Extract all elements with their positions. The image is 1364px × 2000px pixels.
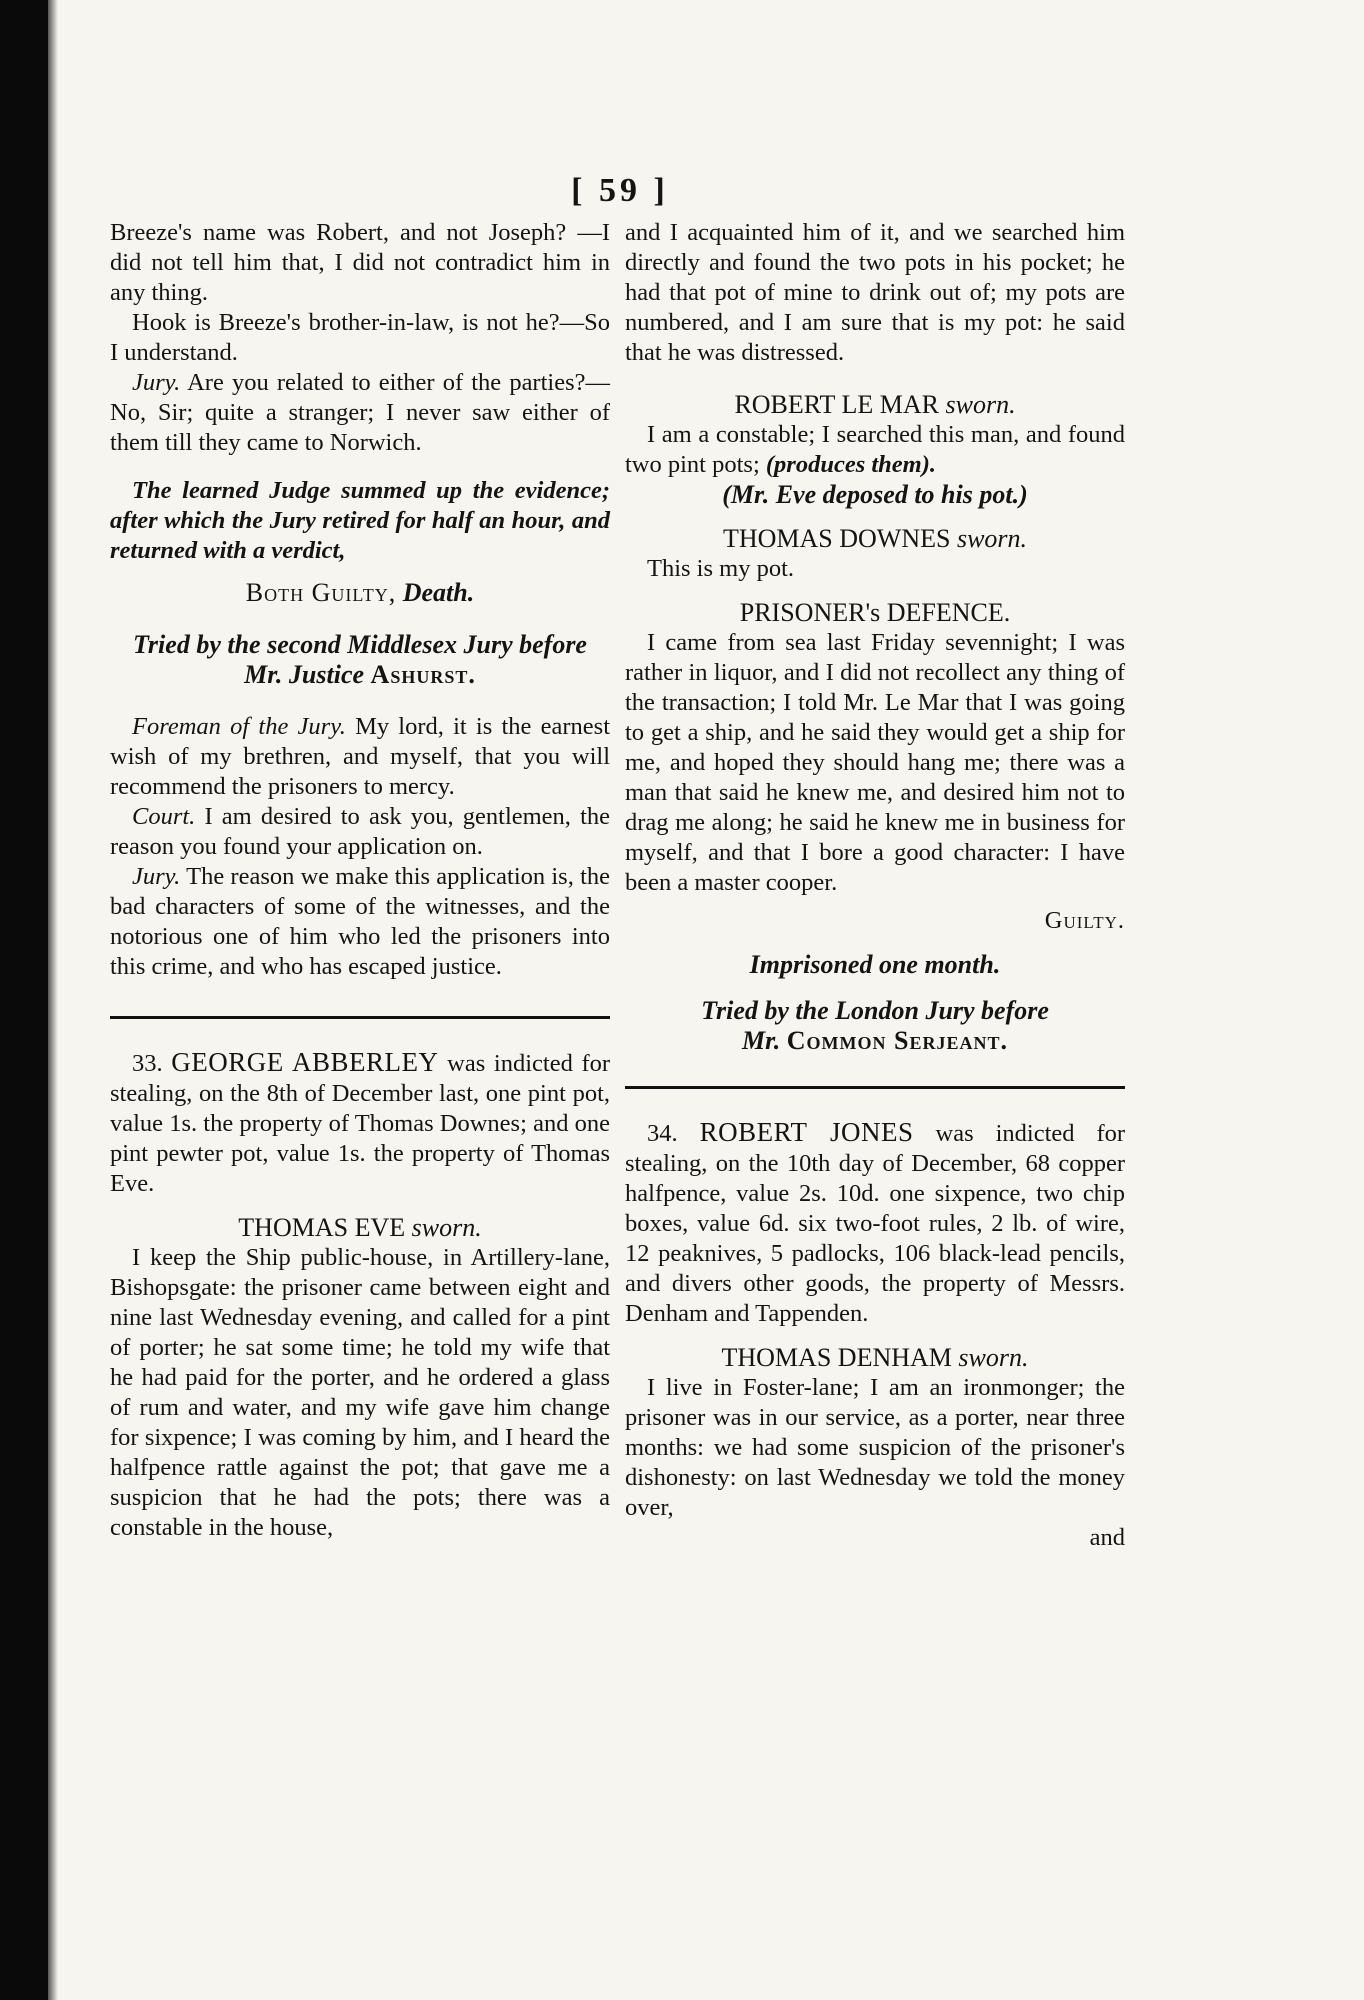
left-column — [110, 218, 610, 1543]
sworn-label: sworn. — [956, 524, 1028, 553]
witness-heading — [625, 1343, 1125, 1373]
paragraph — [110, 712, 610, 802]
paragraph-text: Are you related to either of the parties?—No, Sir; quite a stranger; I never saw either of them till they came to Norwich. — [110, 369, 610, 456]
tried-line-2-prefix: Mr. — [741, 1026, 781, 1055]
sworn-label: sworn. — [958, 1343, 1029, 1372]
defence-heading: PRISONER's DEFENCE. — [739, 598, 1011, 627]
case-text: was indicted for stealing, on the 8th of December last, one pint pot, value 1s. the property of Thomas Downes; and one pint pewter pot, value 1s. the property of Thomas Eve. — [110, 1050, 611, 1197]
case-entry — [110, 1047, 610, 1199]
tried-line-1: Tried by the second Middlesex Jury before — [133, 630, 587, 659]
paragraph — [110, 862, 610, 982]
testimony: This is my pot. — [647, 555, 795, 582]
page-number: [ 59 ] — [571, 172, 669, 209]
tried-before — [625, 996, 1125, 1056]
judge-name: Common Serjeant. — [786, 1026, 1009, 1055]
testimony: I live in Foster-lane; I am an ironmonger; the prisoner was in our service, as a porter, near three months: we had some suspicion of the prisoner's dishonesty: on last Wednesday we told the money over, — [625, 1374, 1125, 1521]
deposition-note: (Mr. Eve deposed to his pot.) — [722, 480, 1028, 509]
scan-edge-shadow — [48, 0, 58, 2000]
paragraph — [110, 802, 610, 862]
testimony-text: I am a constable; I searched this man, and found two pint pots; — [625, 421, 1125, 478]
paragraph-text: My lord, it is the earnest wish of my brethren, and myself, that you will recommend the prisoners to mercy. — [110, 713, 611, 800]
verdict — [110, 578, 610, 608]
verdict: Guilty. — [1044, 907, 1125, 934]
sworn-label: sworn. — [945, 390, 1016, 419]
witness-heading — [625, 390, 1125, 420]
witness-heading — [625, 524, 1125, 554]
case-text: was indicted for stealing, on the 10th day of December, 68 copper halfpence, value 2s. 10d. one sixpence, two chip boxes, value 6d. six two-foot rules, 2 lb. of wire, 12 peaknives, 5 padlocks, 106 black-lead pencils, and divers other goods, the property of Messrs. Denham and Tappenden. — [625, 1120, 1126, 1327]
right-column — [625, 218, 1125, 1553]
verdict-death: Death. — [402, 578, 475, 607]
paragraph: Breeze's name was Robert, and not Joseph? —I did not tell him that, I did not contradict him in any thing. — [110, 219, 610, 306]
witness-name: ROBERT LE MAR — [734, 390, 939, 419]
witness-name: THOMAS EVE — [238, 1213, 406, 1242]
case-entry — [625, 1117, 1125, 1329]
speaker: Court. — [132, 803, 196, 830]
paragraph-text: The reason we make this application is, the bad characters of some of the witnesses, and the notorious one of him who led the prisoners into this crime, and who has escaped justice. — [110, 863, 610, 980]
speaker: Jury. — [132, 369, 181, 396]
tried-before — [110, 630, 610, 690]
sentence: Imprisoned one month. — [749, 950, 1001, 979]
case-number: 34. — [647, 1120, 678, 1147]
catchword: and — [1089, 1524, 1125, 1551]
tried-line-2-prefix: Mr. Justice — [244, 660, 365, 689]
speaker: Jury. — [132, 863, 181, 890]
witness-name: THOMAS DOWNES — [722, 524, 951, 553]
case-name: ROBERT JONES — [699, 1117, 914, 1147]
verdict-text: Both Guilty, — [245, 578, 397, 607]
paragraph-text: I am desired to ask you, gentlemen, the reason you found your application on. — [110, 803, 611, 860]
tried-line-1: Tried by the London Jury before — [701, 996, 1049, 1025]
sworn-label: sworn. — [411, 1213, 482, 1242]
testimony — [625, 420, 1125, 480]
defence-text: I came from sea last Friday sevennight; I was rather in liquor, and I did not recollect any thing of the transaction; I told Mr. Le Mar that I was going to get a ship, and he said they would get a ship for me, and hoped they should hang me; there was a man that said he knew me, and desired him not to drag me along; he said he knew me in business for myself, and that I bore a good character: I have been a master cooper. — [625, 629, 1125, 896]
testimony: I keep the Ship public-house, in Artillery-lane, Bishopsgate: the prisoner came between eight and nine last Wednesday evening, and called for a pint of porter; he sat some time; he told my wife that he had paid for the porter, and he ordered a glass of rum and water, and my wife gave him change for sixpence; I was coming by him, and I heard the halfpence rattle against the pot; that gave me a suspicion that he had the pots; there was a constable in the house, — [110, 1244, 610, 1541]
case-number: 33. — [132, 1050, 163, 1077]
witness-name: THOMAS DENHAM — [721, 1343, 952, 1372]
witness-heading — [110, 1213, 610, 1243]
case-name: GEORGE ABBERLEY — [171, 1047, 439, 1077]
paragraph: Hook is Breeze's brother-in-law, is not he?—So I understand. — [110, 309, 610, 366]
stage-note: (produces them). — [765, 451, 937, 478]
paragraph — [110, 368, 610, 458]
scan-edge — [0, 0, 48, 2000]
paragraph: and I acquainted him of it, and we searched him directly and found the two pots in his pocket; he had that pot of mine to drink out of; my pots are numbered, and I am sure that is my pot: he said that he was distressed. — [625, 219, 1125, 366]
judge-summary: The learned Judge summed up the evidence; after which the Jury retired for half an hour, and returned with a verdict, — [110, 477, 610, 564]
speaker: Foreman of the Jury. — [132, 713, 346, 740]
judge-name: Ashurst. — [370, 660, 476, 689]
